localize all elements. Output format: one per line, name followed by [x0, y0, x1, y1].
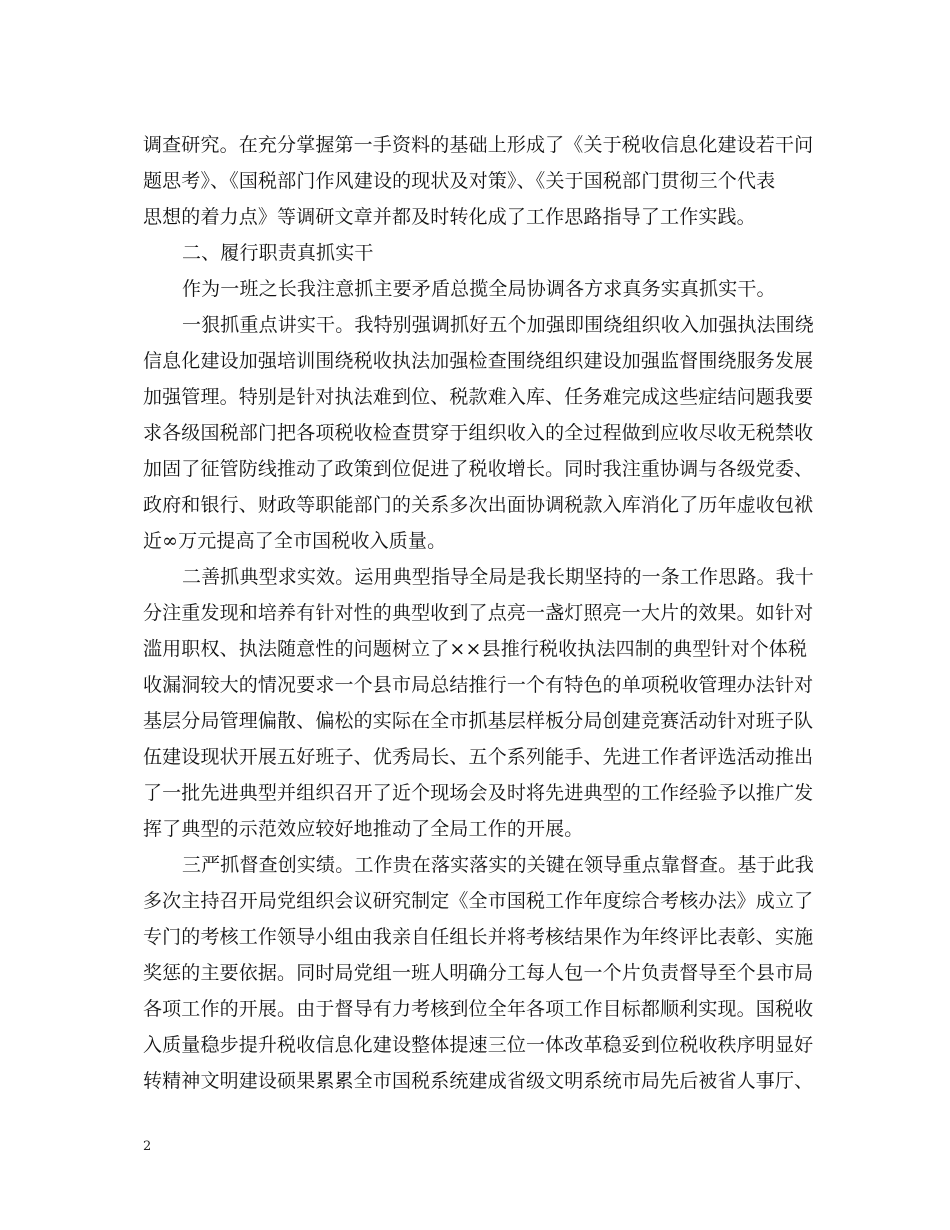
body-text-line: 三严抓督查创实绩。工作贵在落实落实的关键在领导重点靠督查。基于此我: [182, 854, 814, 876]
body-text-line: 加固了征管防线推动了政策到位促进了税收增长。同时我注重协调与各级党委、: [143, 458, 814, 480]
body-text-line: 政府和银行、财政等职能部门的关系多次出面协调税款入库消化了历年虚收包袱: [143, 494, 814, 516]
body-text-line: 奖惩的主要依据。同时局党组一班人明确分工每人包一个片负责督导至个县市局: [143, 962, 814, 984]
body-text-line: 加强管理。特别是针对执法难到位、税款难入库、任务难完成这些症结问题我要: [143, 386, 814, 408]
body-text-line: 了一批先进典型并组织召开了近个现场会及时将先进典型的工作经验予以推广发: [143, 782, 814, 804]
body-text-line: 信息化建设加强培训围绕税收执法加强检查围绕组织建设加强监督围绕服务发展: [143, 350, 814, 372]
body-text-line: 思想的着力点》等调研文章并都及时转化成了工作思路指导了工作实践。: [143, 206, 756, 228]
page-number: 2: [143, 1139, 152, 1154]
body-text-line: 一狠抓重点讲实干。我特别强调抓好五个加强即围绕组织收入加强执法围绕: [182, 314, 814, 336]
body-text-line: 多次主持召开局党组织会议研究制定《全市国税工作年度综合考核办法》成立了: [143, 890, 814, 912]
body-text-line: 各项工作的开展。由于督导有力考核到位全年各项工作目标都顺利实现。国税收: [143, 998, 814, 1020]
body-text-line: 调查研究。在充分掌握第一手资料的基础上形成了《关于税收信息化建设若干问: [143, 134, 814, 156]
body-text-line: 题思考》、《国税部门作风建设的现状及对策》、《关于国税部门贯彻三个代表: [143, 170, 776, 192]
body-text-line: 转精神文明建设硕果累累全市国税系统建成省级文明系统市局先后被省人事厅、: [143, 1070, 814, 1092]
body-text-line: 挥了典型的示范效应较好地推动了全局工作的开展。: [143, 818, 584, 840]
body-text-line: 入质量稳步提升税收信息化建设整体提速三位一体改革稳妥到位税收秩序明显好: [143, 1034, 814, 1056]
body-text-line: 求各级国税部门把各项税收检查贯穿于组织收入的全过程做到应收尽收无税禁收: [143, 422, 814, 444]
body-text-line: 二善抓典型求实效。运用典型指导全局是我长期坚持的一条工作思路。我十: [182, 566, 814, 588]
body-text-line: 近∞万元提高了全市国税收入质量。: [143, 530, 447, 552]
section-heading: 二、履行职责真抓实干: [182, 242, 374, 264]
body-text-line: 专门的考核工作领导小组由我亲自任组长并将考核结果作为年终评比表彰、实施: [143, 926, 814, 948]
body-text-line: 作为一班之长我注意抓主要矛盾总揽全局协调各方求真务实真抓实干。: [182, 278, 776, 300]
body-text-line: 基层分局管理偏散、偏松的实际在全市抓基层样板分局创建竞赛活动针对班子队: [143, 710, 814, 732]
body-text-line: 分注重发现和培养有针对性的典型收到了点亮一盏灯照亮一大片的效果。如针对: [143, 602, 814, 624]
body-text-line: 收漏洞较大的情况要求一个县市局总结推行一个有特色的单项税收管理办法针对: [143, 674, 814, 696]
body-text-line: 滥用职权、执法随意性的问题树立了××县推行税收执法四制的典型针对个体税: [143, 638, 808, 660]
body-text-line: 伍建设现状开展五好班子、优秀局长、五个系列能手、先进工作者评选活动推出: [143, 746, 814, 768]
